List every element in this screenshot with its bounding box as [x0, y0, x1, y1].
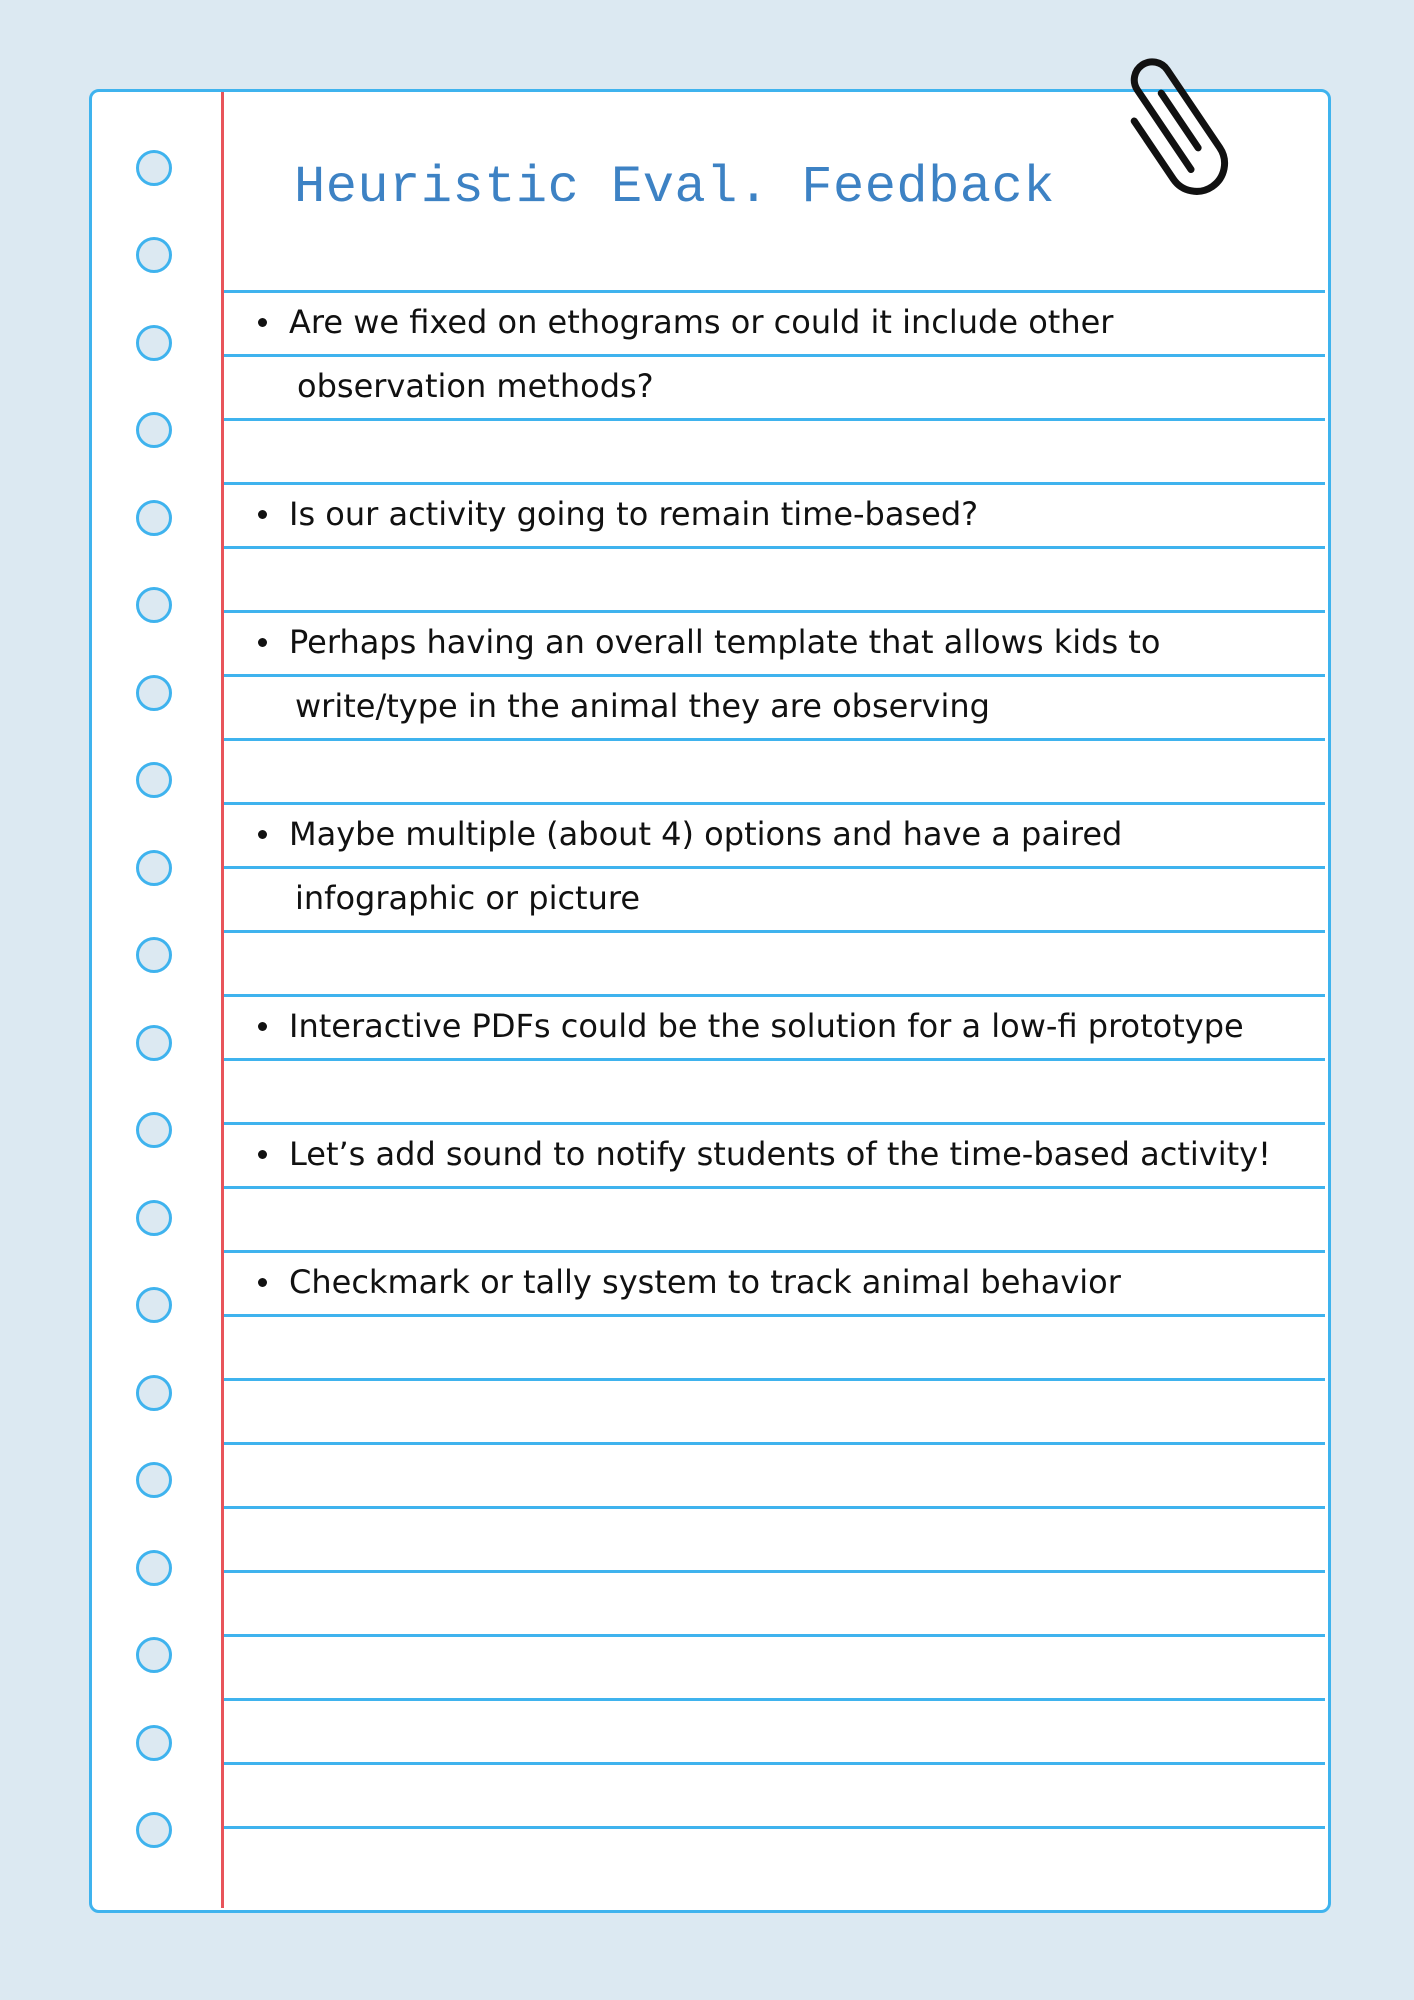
binder-hole	[136, 1112, 172, 1148]
binder-hole	[136, 412, 172, 448]
feedback-line: write/type in the animal they are observing	[295, 687, 990, 725]
ruled-line	[224, 1378, 1325, 1381]
feedback-line: Let’s add sound to notify students of the time-based activity!	[289, 1135, 1271, 1173]
ruled-line	[224, 866, 1325, 869]
binder-hole	[136, 850, 172, 886]
ruled-line	[224, 1506, 1325, 1509]
feedback-line: observation methods?	[297, 367, 654, 405]
ruled-line	[224, 1826, 1325, 1829]
ruled-line	[224, 418, 1325, 421]
ruled-line	[224, 738, 1325, 741]
feedback-line: Is our activity going to remain time-based?	[289, 495, 979, 533]
ruled-line	[224, 1442, 1325, 1445]
bullet-marker	[258, 638, 267, 647]
feedback-line: Perhaps having an overall template that allows kids to	[289, 623, 1161, 661]
binder-hole	[136, 1812, 172, 1848]
binder-hole	[136, 1025, 172, 1061]
ruled-line	[224, 1250, 1325, 1253]
ruled-line	[224, 1570, 1325, 1573]
feedback-line: Interactive PDFs could be the solution for a low-fi prototype	[289, 1007, 1244, 1045]
margin-line	[221, 92, 224, 1908]
binder-hole	[136, 937, 172, 973]
binder-hole	[136, 237, 172, 273]
binder-hole	[136, 587, 172, 623]
ruled-line	[224, 546, 1325, 549]
bullet-marker	[258, 830, 267, 839]
binder-hole	[136, 1375, 172, 1411]
ruled-line	[224, 290, 1325, 293]
bullet-marker	[258, 510, 267, 519]
binder-hole	[136, 500, 172, 536]
feedback-line: Maybe multiple (about 4) options and have a paired	[289, 815, 1123, 853]
ruled-line	[224, 674, 1325, 677]
feedback-line: Are we fixed on ethograms or could it include other	[289, 303, 1114, 341]
ruled-line	[224, 802, 1325, 805]
binder-hole	[136, 675, 172, 711]
binder-hole	[136, 1550, 172, 1586]
ruled-line	[224, 1122, 1325, 1125]
ruled-line	[224, 1186, 1325, 1189]
feedback-line: infographic or picture	[295, 879, 641, 917]
binder-hole	[136, 1462, 172, 1498]
binder-hole	[136, 1200, 172, 1236]
binder-hole	[136, 150, 172, 186]
ruled-line	[224, 1314, 1325, 1317]
page-title: Heuristic Eval. Feedback	[294, 158, 1055, 217]
binder-hole	[136, 325, 172, 361]
binder-hole	[136, 1637, 172, 1673]
paperclip-icon	[1108, 38, 1248, 198]
feedback-line: Checkmark or tally system to track animal behavior	[289, 1263, 1121, 1301]
ruled-line	[224, 930, 1325, 933]
ruled-line	[224, 354, 1325, 357]
binder-hole	[136, 762, 172, 798]
ruled-line	[224, 1698, 1325, 1701]
bullet-marker	[258, 1150, 267, 1159]
ruled-line	[224, 1058, 1325, 1061]
ruled-line	[224, 1762, 1325, 1765]
notebook-page	[89, 89, 1331, 1913]
ruled-line	[224, 482, 1325, 485]
binder-hole	[136, 1725, 172, 1761]
ruled-line	[224, 994, 1325, 997]
bullet-marker	[258, 318, 267, 327]
binder-hole	[136, 1287, 172, 1323]
bullet-marker	[258, 1278, 267, 1287]
ruled-line	[224, 610, 1325, 613]
ruled-line	[224, 1634, 1325, 1637]
bullet-marker	[258, 1022, 267, 1031]
